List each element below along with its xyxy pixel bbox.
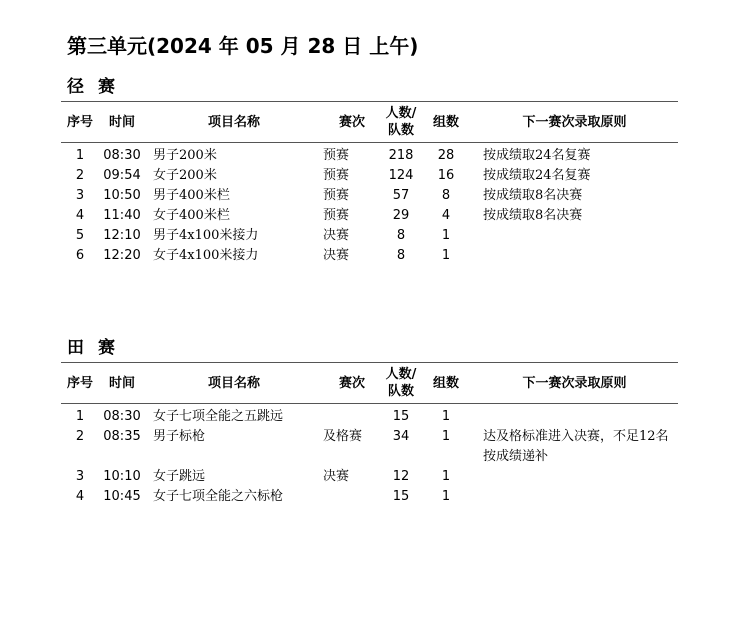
table-row [61,143,678,167]
cell-count: 218 [388,148,414,163]
col-header-time: 时间 [108,114,135,130]
cell-rule [471,404,678,428]
table-row [61,186,678,206]
cell-rule: 按成绩取8名决赛 [483,188,583,203]
cell-round: 预赛 [323,208,350,223]
track-section-title: 径赛 [67,77,129,97]
field-table [61,362,678,507]
cell-event: 女子4x100米接力 [153,248,259,263]
col-header-time: 时间 [108,375,135,391]
cell-event: 男子4x100米接力 [153,228,259,243]
cell-time: 10:45 [103,489,141,504]
col-header-round: 赛次 [338,375,365,391]
cell-event: 男子400米栏 [153,188,230,203]
cell-time: 10:50 [103,188,141,203]
cell-event: 女子七项全能之六标枪 [153,489,284,504]
cell-groups: 1 [441,469,451,484]
table-row [61,404,678,428]
cell-time: 08:30 [103,148,141,163]
cell-round: 决赛 [323,469,350,484]
cell-time: 09:54 [103,168,141,183]
cell-no: 1 [75,409,85,424]
table-row [61,467,678,487]
cell-rule [471,226,678,246]
cell-no: 1 [75,148,85,163]
cell-no: 3 [75,469,85,484]
cell-no: 2 [75,168,85,183]
cell-count: 8 [396,228,406,243]
cell-event: 女子跳远 [153,469,206,484]
cell-time: 08:30 [103,409,141,424]
cell-groups: 28 [437,148,455,163]
cell-round: 决赛 [323,228,350,243]
table-row [61,427,678,467]
col-header-count-line2: 队数 [387,384,414,399]
cell-groups: 1 [441,489,451,504]
cell-time: 12:10 [103,228,141,243]
table-row [61,206,678,226]
cell-groups: 4 [441,208,451,223]
col-header-count-line2: 队数 [387,123,414,138]
col-header-event: 项目名称 [207,375,260,391]
col-header-count [381,363,421,404]
cell-no: 3 [75,188,85,203]
cell-no: 4 [75,208,85,223]
table-row [61,487,678,507]
track-header-row [61,102,678,143]
col-header-no: 序号 [66,114,93,130]
col-header-count [381,102,421,143]
cell-groups: 1 [441,228,451,243]
track-table [61,101,678,266]
cell-no: 4 [75,489,85,504]
cell-count: 12 [392,469,410,484]
cell-round: 决赛 [323,248,350,263]
cell-round: 预赛 [323,188,350,203]
cell-time: 11:40 [103,208,141,223]
cell-count: 57 [392,188,410,203]
cell-count: 8 [396,248,406,263]
table-row [61,166,678,186]
cell-rule: 按成绩取24名复赛 [483,168,591,183]
cell-count: 29 [392,208,410,223]
cell-groups: 8 [441,188,451,203]
cell-time: 10:10 [103,469,141,484]
col-header-count-line1: 人数/ [385,367,417,382]
table-row [61,226,678,246]
cell-rule: 按成绩取8名决赛 [483,208,583,223]
cell-event: 男子标枪 [153,429,206,444]
cell-round: 及格赛 [323,429,363,444]
cell-event: 女子200米 [153,168,217,183]
cell-rule [471,467,678,487]
col-header-event: 项目名称 [207,114,260,130]
cell-no: 6 [75,248,85,263]
cell-round [323,487,381,507]
col-header-round: 赛次 [338,114,365,130]
cell-groups: 16 [437,168,455,183]
cell-round: 预赛 [323,168,350,183]
col-header-count-line1: 人数/ [385,106,417,121]
table-row [61,246,678,266]
cell-count: 15 [392,489,410,504]
cell-event: 女子400米栏 [153,208,230,223]
cell-event: 男子200米 [153,148,217,163]
cell-rule [471,246,678,266]
cell-count: 124 [388,168,414,183]
col-header-rule: 下一赛次录取原则 [522,375,627,391]
cell-round [323,404,381,428]
cell-groups: 1 [441,409,451,424]
cell-count: 15 [392,409,410,424]
cell-groups: 1 [441,248,451,263]
col-header-rule: 下一赛次录取原则 [522,114,627,130]
cell-time: 08:35 [103,429,141,444]
col-header-no: 序号 [66,375,93,391]
field-section-title: 田赛 [67,338,129,358]
field-header-row [61,363,678,404]
col-header-groups: 组数 [432,114,459,130]
cell-groups: 1 [441,429,451,444]
cell-no: 5 [75,228,85,243]
col-header-groups: 组数 [432,375,459,391]
cell-round: 预赛 [323,148,350,163]
cell-event: 女子七项全能之五跳远 [153,409,284,424]
cell-no: 2 [75,429,85,444]
cell-rule [471,487,678,507]
cell-count: 34 [392,429,410,444]
cell-time: 12:20 [103,248,141,263]
cell-rule: 按成绩取24名复赛 [483,148,591,163]
cell-rule: 达及格标准进入决赛，不足12名按成绩递补 [483,429,669,464]
page-title: 第三单元(2024 年 05 月 28 日 上午) [67,34,419,58]
